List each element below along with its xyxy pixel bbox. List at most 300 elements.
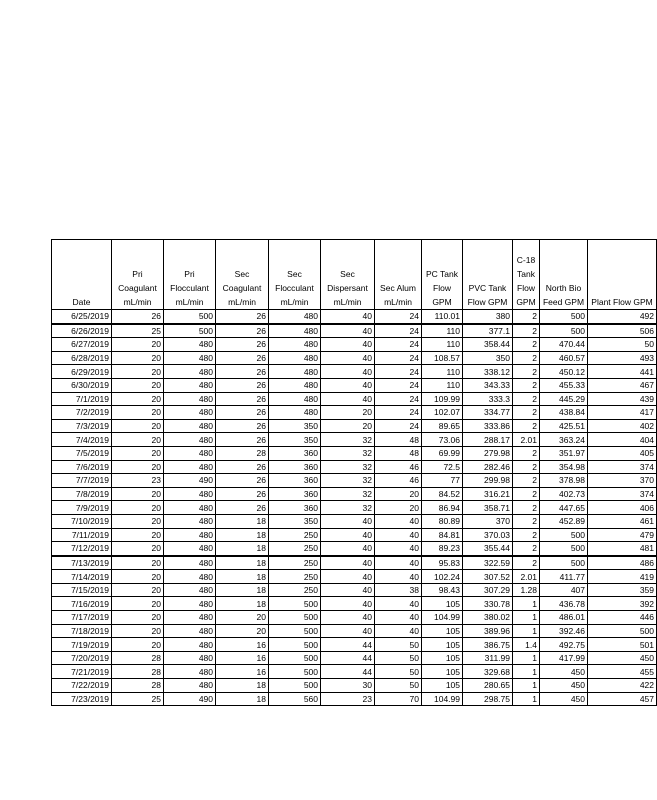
- value-cell: 380: [463, 310, 513, 324]
- value-cell: 38: [375, 583, 422, 597]
- value-cell: 20: [112, 501, 164, 515]
- value-cell: 250: [269, 556, 321, 570]
- date-cell: 6/25/2019: [52, 310, 112, 324]
- value-cell: 20: [112, 583, 164, 597]
- value-cell: 307.52: [463, 570, 513, 584]
- value-cell: 2: [513, 338, 540, 352]
- value-cell: 24: [375, 338, 422, 352]
- date-cell: 7/13/2019: [52, 556, 112, 570]
- value-cell: 500: [269, 665, 321, 679]
- value-cell: 2: [513, 406, 540, 420]
- column-header: Sec Coagulant mL/min: [216, 240, 269, 310]
- value-cell: 40: [321, 611, 375, 625]
- value-cell: 450: [588, 651, 657, 665]
- value-cell: 358.71: [463, 501, 513, 515]
- value-cell: 560: [269, 692, 321, 706]
- value-cell: 20: [112, 351, 164, 365]
- value-cell: 2: [513, 378, 540, 392]
- value-cell: 23: [321, 692, 375, 706]
- table-row: [52, 310, 657, 324]
- date-cell: 7/15/2019: [52, 583, 112, 597]
- value-cell: 20: [112, 433, 164, 447]
- value-cell: 1: [513, 597, 540, 611]
- value-cell: 50: [375, 651, 422, 665]
- date-cell: 6/30/2019: [52, 378, 112, 392]
- value-cell: 18: [216, 542, 269, 556]
- value-cell: 350: [269, 514, 321, 528]
- value-cell: 24: [375, 378, 422, 392]
- value-cell: 25: [112, 324, 164, 338]
- column-header: C-18 Tank Flow GPM: [513, 240, 540, 310]
- value-cell: 500: [540, 528, 588, 542]
- value-cell: 20: [112, 392, 164, 406]
- value-cell: 105: [422, 638, 463, 652]
- value-cell: 28: [112, 665, 164, 679]
- value-cell: 370: [588, 474, 657, 488]
- value-cell: 500: [540, 556, 588, 570]
- value-cell: 110: [422, 365, 463, 379]
- value-cell: 455: [588, 665, 657, 679]
- value-cell: 370: [463, 514, 513, 528]
- column-header: Sec Dispersant mL/min: [321, 240, 375, 310]
- value-cell: 380.02: [463, 611, 513, 625]
- value-cell: 95.83: [422, 556, 463, 570]
- value-cell: 250: [269, 542, 321, 556]
- value-cell: 402: [588, 419, 657, 433]
- value-cell: 40: [375, 624, 422, 638]
- value-cell: 44: [321, 665, 375, 679]
- value-cell: 402.73: [540, 487, 588, 501]
- value-cell: 48: [375, 433, 422, 447]
- value-cell: 40: [321, 378, 375, 392]
- value-cell: 50: [375, 638, 422, 652]
- date-cell: 7/5/2019: [52, 446, 112, 460]
- value-cell: 501: [588, 638, 657, 652]
- value-cell: 110: [422, 338, 463, 352]
- value-cell: 492.75: [540, 638, 588, 652]
- value-cell: 493: [588, 351, 657, 365]
- value-cell: 2: [513, 392, 540, 406]
- value-cell: 1.28: [513, 583, 540, 597]
- value-cell: 467: [588, 378, 657, 392]
- value-cell: 480: [269, 310, 321, 324]
- value-cell: 1.4: [513, 638, 540, 652]
- value-cell: 2: [513, 514, 540, 528]
- value-cell: 417: [588, 406, 657, 420]
- value-cell: 26: [216, 406, 269, 420]
- value-cell: 500: [269, 611, 321, 625]
- value-cell: 452.89: [540, 514, 588, 528]
- value-cell: 445.29: [540, 392, 588, 406]
- value-cell: 40: [375, 597, 422, 611]
- table-row: [52, 501, 657, 515]
- value-cell: 350: [463, 351, 513, 365]
- value-cell: 44: [321, 638, 375, 652]
- table-row: [52, 446, 657, 460]
- value-cell: 500: [164, 310, 216, 324]
- value-cell: 1: [513, 692, 540, 706]
- table-row: [52, 419, 657, 433]
- value-cell: 2: [513, 324, 540, 338]
- value-cell: 374: [588, 487, 657, 501]
- chemical-dosing-table: [51, 239, 657, 706]
- value-cell: 358.44: [463, 338, 513, 352]
- column-header: Plant Flow GPM: [588, 240, 657, 310]
- value-cell: 40: [375, 556, 422, 570]
- value-cell: 20: [112, 570, 164, 584]
- value-cell: 84.81: [422, 528, 463, 542]
- table-row: [52, 378, 657, 392]
- value-cell: 2: [513, 351, 540, 365]
- value-cell: 20: [112, 406, 164, 420]
- value-cell: 40: [321, 324, 375, 338]
- date-cell: 7/9/2019: [52, 501, 112, 515]
- value-cell: 480: [164, 611, 216, 625]
- value-cell: 73.06: [422, 433, 463, 447]
- table-row: [52, 338, 657, 352]
- value-cell: 24: [375, 406, 422, 420]
- value-cell: 20: [216, 611, 269, 625]
- value-cell: 480: [269, 392, 321, 406]
- value-cell: 351.97: [540, 446, 588, 460]
- table-row: [52, 624, 657, 638]
- value-cell: 411.77: [540, 570, 588, 584]
- value-cell: 480: [164, 446, 216, 460]
- value-cell: 438.84: [540, 406, 588, 420]
- value-cell: 2: [513, 528, 540, 542]
- value-cell: 355.44: [463, 542, 513, 556]
- value-cell: 419: [588, 570, 657, 584]
- value-cell: 479: [588, 528, 657, 542]
- date-cell: 6/26/2019: [52, 324, 112, 338]
- table-row: [52, 460, 657, 474]
- date-cell: 7/7/2019: [52, 474, 112, 488]
- date-cell: 7/2/2019: [52, 406, 112, 420]
- table-body: [52, 310, 657, 706]
- value-cell: 480: [269, 365, 321, 379]
- value-cell: 105: [422, 597, 463, 611]
- date-cell: 6/27/2019: [52, 338, 112, 352]
- value-cell: 46: [375, 474, 422, 488]
- value-cell: 330.78: [463, 597, 513, 611]
- value-cell: 20: [112, 624, 164, 638]
- value-cell: 18: [216, 692, 269, 706]
- value-cell: 20: [112, 487, 164, 501]
- value-cell: 359: [588, 583, 657, 597]
- value-cell: 279.98: [463, 446, 513, 460]
- column-header: PVC Tank Flow GPM: [463, 240, 513, 310]
- value-cell: 2: [513, 556, 540, 570]
- value-cell: 110: [422, 324, 463, 338]
- value-cell: 2: [513, 487, 540, 501]
- value-cell: 26: [216, 338, 269, 352]
- value-cell: 18: [216, 597, 269, 611]
- value-cell: 417.99: [540, 651, 588, 665]
- column-header: PC Tank Flow GPM: [422, 240, 463, 310]
- value-cell: 26: [216, 324, 269, 338]
- value-cell: 26: [216, 487, 269, 501]
- value-cell: 480: [164, 528, 216, 542]
- date-cell: 7/14/2019: [52, 570, 112, 584]
- value-cell: 350: [269, 419, 321, 433]
- value-cell: 450: [540, 692, 588, 706]
- value-cell: 40: [321, 310, 375, 324]
- value-cell: 322.59: [463, 556, 513, 570]
- value-cell: 350: [269, 433, 321, 447]
- value-cell: 28: [112, 651, 164, 665]
- date-cell: 7/22/2019: [52, 679, 112, 693]
- value-cell: 26: [216, 351, 269, 365]
- date-cell: 7/8/2019: [52, 487, 112, 501]
- value-cell: 2: [513, 460, 540, 474]
- value-cell: 40: [375, 514, 422, 528]
- value-cell: 70: [375, 692, 422, 706]
- value-cell: 26: [216, 310, 269, 324]
- value-cell: 26: [216, 392, 269, 406]
- value-cell: 32: [321, 433, 375, 447]
- value-cell: 20: [321, 406, 375, 420]
- table-row: [52, 597, 657, 611]
- value-cell: 389.96: [463, 624, 513, 638]
- column-header: Pri Coagulant mL/min: [112, 240, 164, 310]
- value-cell: 405: [588, 446, 657, 460]
- value-cell: 40: [375, 611, 422, 625]
- value-cell: 105: [422, 679, 463, 693]
- value-cell: 105: [422, 651, 463, 665]
- table-row: [52, 679, 657, 693]
- date-cell: 7/21/2019: [52, 665, 112, 679]
- value-cell: 492: [588, 310, 657, 324]
- value-cell: 40: [321, 624, 375, 638]
- table-row: [52, 406, 657, 420]
- date-cell: 7/19/2019: [52, 638, 112, 652]
- value-cell: 480: [164, 365, 216, 379]
- spreadsheet-page: [51, 239, 654, 759]
- value-cell: 250: [269, 570, 321, 584]
- value-cell: 250: [269, 583, 321, 597]
- value-cell: 480: [164, 406, 216, 420]
- value-cell: 2: [513, 542, 540, 556]
- value-cell: 44: [321, 651, 375, 665]
- value-cell: 450.12: [540, 365, 588, 379]
- value-cell: 480: [164, 351, 216, 365]
- value-cell: 109.99: [422, 392, 463, 406]
- value-cell: 24: [375, 351, 422, 365]
- value-cell: 18: [216, 679, 269, 693]
- value-cell: 24: [375, 392, 422, 406]
- value-cell: 18: [216, 556, 269, 570]
- value-cell: 282.46: [463, 460, 513, 474]
- value-cell: 354.98: [540, 460, 588, 474]
- date-cell: 7/18/2019: [52, 624, 112, 638]
- value-cell: 28: [216, 446, 269, 460]
- value-cell: 333.86: [463, 419, 513, 433]
- table-row: [52, 324, 657, 338]
- value-cell: 480: [164, 679, 216, 693]
- value-cell: 480: [269, 406, 321, 420]
- value-cell: 50: [588, 338, 657, 352]
- value-cell: 374: [588, 460, 657, 474]
- value-cell: 98.43: [422, 583, 463, 597]
- table-row: [52, 638, 657, 652]
- value-cell: 26: [216, 501, 269, 515]
- value-cell: 329.68: [463, 665, 513, 679]
- value-cell: 26: [216, 378, 269, 392]
- value-cell: 480: [164, 542, 216, 556]
- value-cell: 30: [321, 679, 375, 693]
- value-cell: 446: [588, 611, 657, 625]
- value-cell: 77: [422, 474, 463, 488]
- value-cell: 24: [375, 324, 422, 338]
- value-cell: 110.01: [422, 310, 463, 324]
- value-cell: 20: [112, 378, 164, 392]
- value-cell: 1: [513, 611, 540, 625]
- value-cell: 480: [269, 378, 321, 392]
- value-cell: 40: [321, 556, 375, 570]
- value-cell: 20: [112, 556, 164, 570]
- value-cell: 406: [588, 501, 657, 515]
- value-cell: 500: [540, 542, 588, 556]
- value-cell: 480: [164, 638, 216, 652]
- date-cell: 7/11/2019: [52, 528, 112, 542]
- value-cell: 378.98: [540, 474, 588, 488]
- value-cell: 480: [164, 460, 216, 474]
- date-cell: 6/29/2019: [52, 365, 112, 379]
- table-row: [52, 570, 657, 584]
- value-cell: 288.17: [463, 433, 513, 447]
- date-cell: 7/4/2019: [52, 433, 112, 447]
- value-cell: 16: [216, 651, 269, 665]
- value-cell: 26: [216, 474, 269, 488]
- value-cell: 2.01: [513, 570, 540, 584]
- value-cell: 250: [269, 528, 321, 542]
- value-cell: 89.23: [422, 542, 463, 556]
- value-cell: 105: [422, 624, 463, 638]
- value-cell: 20: [112, 446, 164, 460]
- value-cell: 450: [540, 665, 588, 679]
- value-cell: 480: [164, 597, 216, 611]
- date-cell: 7/12/2019: [52, 542, 112, 556]
- value-cell: 486.01: [540, 611, 588, 625]
- value-cell: 480: [269, 324, 321, 338]
- value-cell: 20: [112, 514, 164, 528]
- value-cell: 363.24: [540, 433, 588, 447]
- value-cell: 316.21: [463, 487, 513, 501]
- value-cell: 1: [513, 665, 540, 679]
- value-cell: 80.89: [422, 514, 463, 528]
- value-cell: 40: [375, 570, 422, 584]
- value-cell: 24: [375, 365, 422, 379]
- value-cell: 450: [540, 679, 588, 693]
- value-cell: 422: [588, 679, 657, 693]
- value-cell: 28: [112, 679, 164, 693]
- value-cell: 480: [164, 665, 216, 679]
- value-cell: 26: [216, 365, 269, 379]
- value-cell: 20: [112, 419, 164, 433]
- date-cell: 7/20/2019: [52, 651, 112, 665]
- value-cell: 25: [112, 692, 164, 706]
- value-cell: 20: [375, 501, 422, 515]
- value-cell: 480: [164, 583, 216, 597]
- value-cell: 48: [375, 446, 422, 460]
- value-cell: 20: [112, 611, 164, 625]
- value-cell: 89.65: [422, 419, 463, 433]
- value-cell: 500: [269, 624, 321, 638]
- value-cell: 360: [269, 446, 321, 460]
- value-cell: 439: [588, 392, 657, 406]
- value-cell: 24: [375, 310, 422, 324]
- value-cell: 26: [112, 310, 164, 324]
- value-cell: 40: [321, 392, 375, 406]
- value-cell: 506: [588, 324, 657, 338]
- value-cell: 104.99: [422, 692, 463, 706]
- header-row: [52, 240, 657, 310]
- table-row: [52, 665, 657, 679]
- value-cell: 110: [422, 378, 463, 392]
- table-row: [52, 583, 657, 597]
- value-cell: 298.75: [463, 692, 513, 706]
- value-cell: 102.07: [422, 406, 463, 420]
- value-cell: 1: [513, 679, 540, 693]
- value-cell: 360: [269, 474, 321, 488]
- column-header: Date: [52, 240, 112, 310]
- value-cell: 311.99: [463, 651, 513, 665]
- value-cell: 455.33: [540, 378, 588, 392]
- value-cell: 1: [513, 624, 540, 638]
- value-cell: 20: [112, 460, 164, 474]
- value-cell: 40: [321, 351, 375, 365]
- date-cell: 7/1/2019: [52, 392, 112, 406]
- value-cell: 500: [269, 597, 321, 611]
- value-cell: 46: [375, 460, 422, 474]
- value-cell: 40: [321, 514, 375, 528]
- value-cell: 480: [164, 378, 216, 392]
- value-cell: 480: [269, 351, 321, 365]
- value-cell: 333.3: [463, 392, 513, 406]
- date-cell: 7/16/2019: [52, 597, 112, 611]
- value-cell: 490: [164, 474, 216, 488]
- value-cell: 105: [422, 665, 463, 679]
- value-cell: 18: [216, 583, 269, 597]
- value-cell: 40: [321, 365, 375, 379]
- value-cell: 360: [269, 501, 321, 515]
- table-row: [52, 611, 657, 625]
- value-cell: 480: [164, 570, 216, 584]
- value-cell: 20: [112, 597, 164, 611]
- value-cell: 102.24: [422, 570, 463, 584]
- value-cell: 343.33: [463, 378, 513, 392]
- table-row: [52, 474, 657, 488]
- table-row: [52, 392, 657, 406]
- value-cell: 32: [321, 487, 375, 501]
- table-row: [52, 692, 657, 706]
- value-cell: 40: [321, 597, 375, 611]
- date-cell: 7/17/2019: [52, 611, 112, 625]
- value-cell: 500: [540, 324, 588, 338]
- date-cell: 7/10/2019: [52, 514, 112, 528]
- value-cell: 480: [164, 556, 216, 570]
- value-cell: 32: [321, 446, 375, 460]
- value-cell: 18: [216, 570, 269, 584]
- value-cell: 24: [375, 419, 422, 433]
- value-cell: 480: [164, 392, 216, 406]
- value-cell: 486: [588, 556, 657, 570]
- value-cell: 360: [269, 487, 321, 501]
- value-cell: 108.57: [422, 351, 463, 365]
- date-cell: 7/6/2019: [52, 460, 112, 474]
- value-cell: 26: [216, 419, 269, 433]
- value-cell: 470.44: [540, 338, 588, 352]
